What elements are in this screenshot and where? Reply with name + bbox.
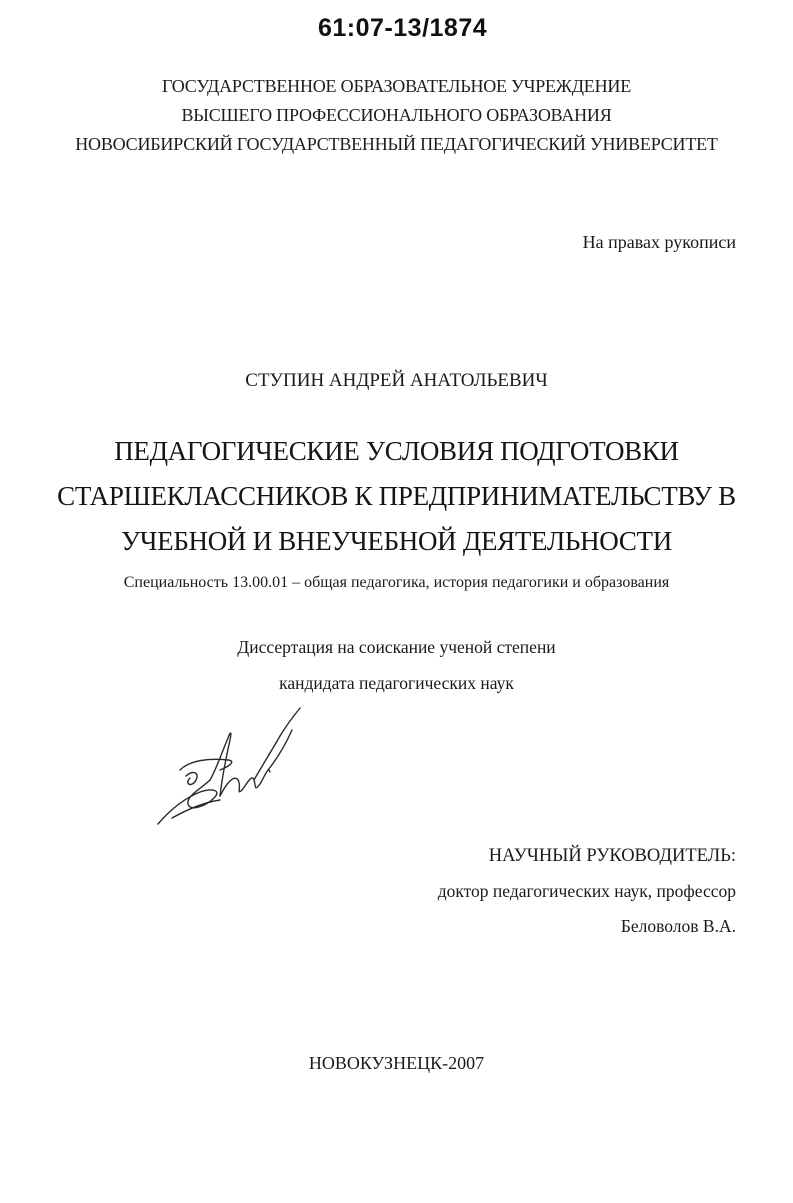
institution-line-2: ВЫСШЕГО ПРОФЕССИОНАЛЬНОГО ОБРАЗОВАНИЯ bbox=[181, 105, 612, 125]
institution-line-3: НОВОСИБИРСКИЙ ГОСУДАРСТВЕННЫЙ ПЕДАГОГИЧЕСКИЙ УНИВЕРСИТЕТ bbox=[75, 134, 718, 154]
dissertation-title-line-2: СТАРШЕКЛАССНИКОВ К ПРЕДПРИНИМАТЕЛЬСТВУ В bbox=[57, 481, 736, 511]
degree-line-2: кандидата педагогических наук bbox=[279, 673, 514, 693]
catalog-number: 61:07-13/1874 bbox=[318, 14, 488, 42]
rights-note: На правах рукописи bbox=[582, 232, 736, 252]
dissertation-title-line-3: УЧЕБНОЙ И ВНЕУЧЕБНОЙ ДЕЯТЕЛЬНОСТИ bbox=[121, 526, 672, 556]
dissertation-title-line-1: ПЕДАГОГИЧЕСКИЕ УСЛОВИЯ ПОДГОТОВКИ bbox=[114, 436, 679, 466]
supervisor-name: Беловолов В.А. bbox=[620, 916, 736, 936]
specialty-line: Специальность 13.00.01 – общая педагогика, история педагогики и образования bbox=[123, 574, 670, 591]
degree-line-1: Диссертация на соискание ученой степени bbox=[237, 637, 556, 657]
institution-line-1: ГОСУДАРСТВЕННОЕ ОБРАЗОВАТЕЛЬНОЕ УЧРЕЖДЕНИЕ bbox=[161, 76, 631, 96]
author-name: СТУПИН АНДРЕЙ АНАТОЛЬЕВИЧ bbox=[245, 370, 548, 391]
supervisor-degree: доктор педагогических наук, профессор bbox=[437, 881, 736, 901]
city-year: НОВОКУЗНЕЦК-2007 bbox=[308, 1053, 485, 1073]
signature-icon bbox=[150, 700, 310, 830]
supervisor-label: НАУЧНЫЙ РУКОВОДИТЕЛЬ: bbox=[488, 846, 736, 866]
